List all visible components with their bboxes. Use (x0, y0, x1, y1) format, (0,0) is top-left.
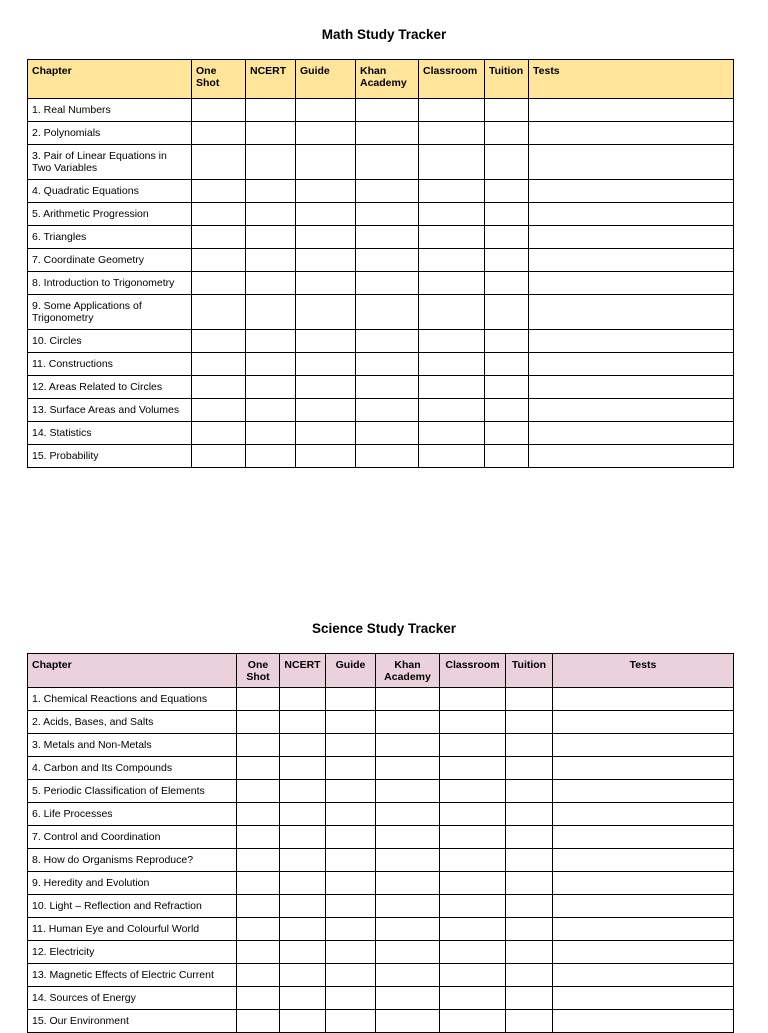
chapter-cell: 11. Human Eye and Colourful World (28, 918, 237, 941)
guide-cell[interactable] (326, 918, 376, 941)
chapter-cell: 2. Polynomials (28, 122, 192, 145)
classroom-cell[interactable] (419, 399, 485, 422)
ncert-cell[interactable] (246, 180, 296, 203)
one-shot-cell[interactable] (237, 757, 280, 780)
chapter-cell: 8. How do Organisms Reproduce? (28, 849, 237, 872)
chapter-cell: 3. Pair of Linear Equations in Two Variables (28, 145, 192, 180)
table-row (28, 180, 734, 203)
guide-cell[interactable] (296, 376, 356, 399)
tests-cell[interactable] (529, 203, 734, 226)
ncert-cell[interactable] (280, 987, 326, 1010)
one-shot-cell[interactable] (237, 872, 280, 895)
ncert-cell[interactable] (280, 734, 326, 757)
tests-cell[interactable] (553, 849, 734, 872)
guide-cell[interactable] (326, 987, 376, 1010)
classroom-cell[interactable] (440, 941, 506, 964)
science-header-row (28, 654, 734, 688)
header-chapter: Chapter (28, 654, 237, 688)
table-row (28, 203, 734, 226)
tuition-cell[interactable] (506, 895, 553, 918)
table-row (28, 711, 734, 734)
tests-cell[interactable] (553, 826, 734, 849)
khan-academy-cell[interactable] (376, 849, 440, 872)
tests-cell[interactable] (553, 803, 734, 826)
chapter-cell: 5. Arithmetic Progression (28, 203, 192, 226)
tests-cell[interactable] (529, 295, 734, 330)
one-shot-cell[interactable] (192, 445, 246, 468)
chapter-cell: 15. Our Environment (28, 1010, 237, 1033)
tuition-cell[interactable] (506, 734, 553, 757)
classroom-cell[interactable] (440, 688, 506, 711)
guide-cell[interactable] (296, 145, 356, 180)
tuition-cell[interactable] (506, 964, 553, 987)
tests-cell[interactable] (553, 711, 734, 734)
one-shot-cell[interactable] (192, 145, 246, 180)
tests-cell[interactable] (529, 99, 734, 122)
tests-cell[interactable] (529, 422, 734, 445)
khan-academy-cell[interactable] (376, 918, 440, 941)
header-guide: Guide (296, 60, 356, 99)
one-shot-cell[interactable] (192, 249, 246, 272)
one-shot-cell[interactable] (192, 376, 246, 399)
math-tracker-title: Math Study Tracker (321, 27, 447, 42)
chapter-cell: 1. Real Numbers (28, 99, 192, 122)
table-row (28, 849, 734, 872)
tuition-cell[interactable] (485, 203, 529, 226)
tests-cell[interactable] (529, 122, 734, 145)
tests-cell[interactable] (553, 941, 734, 964)
table-row (28, 295, 734, 330)
khan-academy-cell[interactable] (356, 99, 419, 122)
chapter-cell: 3. Metals and Non-Metals (28, 734, 237, 757)
classroom-cell[interactable] (419, 226, 485, 249)
one-shot-cell[interactable] (237, 941, 280, 964)
tuition-cell[interactable] (485, 99, 529, 122)
one-shot-cell[interactable] (237, 803, 280, 826)
khan-academy-cell[interactable] (356, 122, 419, 145)
header-tests: Tests (529, 60, 734, 99)
tuition-cell[interactable] (506, 757, 553, 780)
tuition-cell[interactable] (485, 272, 529, 295)
tests-cell[interactable] (553, 964, 734, 987)
ncert-cell[interactable] (280, 688, 326, 711)
tuition-cell[interactable] (506, 872, 553, 895)
ncert-cell[interactable] (246, 353, 296, 376)
chapter-cell: 10. Circles (28, 330, 192, 353)
header-classroom: Classroom (419, 60, 485, 99)
khan-academy-cell[interactable] (376, 757, 440, 780)
header-ncert: NCERT (280, 654, 326, 688)
chapter-cell: 2. Acids, Bases, and Salts (28, 711, 237, 734)
tests-cell[interactable] (529, 399, 734, 422)
header-ncert: NCERT (246, 60, 296, 99)
tuition-cell[interactable] (506, 918, 553, 941)
one-shot-cell[interactable] (192, 295, 246, 330)
tuition-cell[interactable] (485, 422, 529, 445)
header-guide: Guide (326, 654, 376, 688)
khan-academy-cell[interactable] (356, 272, 419, 295)
ncert-cell[interactable] (280, 711, 326, 734)
tuition-cell[interactable] (485, 445, 529, 468)
guide-cell[interactable] (296, 399, 356, 422)
ncert-cell[interactable] (280, 918, 326, 941)
classroom-cell[interactable] (419, 376, 485, 399)
tests-cell[interactable] (529, 376, 734, 399)
one-shot-cell[interactable] (237, 849, 280, 872)
chapter-cell: 4. Carbon and Its Compounds (28, 757, 237, 780)
khan-academy-cell[interactable] (376, 941, 440, 964)
tests-cell[interactable] (553, 895, 734, 918)
one-shot-cell[interactable] (192, 226, 246, 249)
one-shot-cell[interactable] (237, 734, 280, 757)
classroom-cell[interactable] (440, 757, 506, 780)
tests-cell[interactable] (529, 145, 734, 180)
tests-cell[interactable] (529, 180, 734, 203)
guide-cell[interactable] (296, 330, 356, 353)
tuition-cell[interactable] (506, 803, 553, 826)
classroom-cell[interactable] (419, 180, 485, 203)
chapter-cell: 13. Magnetic Effects of Electric Current (28, 964, 237, 987)
guide-cell[interactable] (296, 295, 356, 330)
table-row (28, 272, 734, 295)
science-tracker-title: Science Study Tracker (311, 621, 457, 636)
table-row (28, 826, 734, 849)
table-row (28, 757, 734, 780)
khan-academy-cell[interactable] (376, 688, 440, 711)
table-row (28, 918, 734, 941)
one-shot-cell[interactable] (237, 780, 280, 803)
table-row (28, 399, 734, 422)
tuition-cell[interactable] (506, 987, 553, 1010)
tests-cell[interactable] (553, 688, 734, 711)
one-shot-cell[interactable] (192, 99, 246, 122)
table-row (28, 941, 734, 964)
guide-cell[interactable] (296, 272, 356, 295)
tests-cell[interactable] (553, 987, 734, 1010)
ncert-cell[interactable] (246, 399, 296, 422)
chapter-cell: 4. Quadratic Equations (28, 180, 192, 203)
tuition-cell[interactable] (506, 849, 553, 872)
one-shot-cell[interactable] (237, 918, 280, 941)
khan-academy-cell[interactable] (376, 895, 440, 918)
classroom-cell[interactable] (419, 99, 485, 122)
table-row (28, 330, 734, 353)
table-row (28, 803, 734, 826)
chapter-cell: 14. Sources of Energy (28, 987, 237, 1010)
table-row (28, 964, 734, 987)
ncert-cell[interactable] (280, 964, 326, 987)
classroom-cell[interactable] (440, 987, 506, 1010)
ncert-cell[interactable] (246, 376, 296, 399)
chapter-cell: 9. Some Applications of Trigonometry (28, 295, 192, 330)
chapter-cell: 13. Surface Areas and Volumes (28, 399, 192, 422)
khan-academy-cell[interactable] (356, 145, 419, 180)
tests-cell[interactable] (553, 1010, 734, 1033)
classroom-cell[interactable] (440, 964, 506, 987)
table-row (28, 734, 734, 757)
table-row (28, 987, 734, 1010)
tuition-cell[interactable] (485, 399, 529, 422)
guide-cell[interactable] (296, 203, 356, 226)
one-shot-cell[interactable] (237, 964, 280, 987)
khan-academy-cell[interactable] (356, 376, 419, 399)
ncert-cell[interactable] (280, 849, 326, 872)
tuition-cell[interactable] (485, 353, 529, 376)
tests-cell[interactable] (553, 757, 734, 780)
khan-academy-cell[interactable] (376, 1010, 440, 1033)
table-row (28, 1010, 734, 1033)
tuition-cell[interactable] (506, 780, 553, 803)
ncert-cell[interactable] (246, 422, 296, 445)
guide-cell[interactable] (326, 849, 376, 872)
tuition-cell[interactable] (506, 1010, 553, 1033)
tests-cell[interactable] (529, 226, 734, 249)
header-khan-academy: Khan Academy (376, 654, 440, 688)
tuition-cell[interactable] (485, 249, 529, 272)
guide-cell[interactable] (296, 422, 356, 445)
tests-cell[interactable] (529, 353, 734, 376)
classroom-cell[interactable] (419, 249, 485, 272)
one-shot-cell[interactable] (192, 399, 246, 422)
khan-academy-cell[interactable] (356, 226, 419, 249)
guide-cell[interactable] (326, 872, 376, 895)
chapter-cell: 11. Constructions (28, 353, 192, 376)
chapter-cell: 8. Introduction to Trigonometry (28, 272, 192, 295)
classroom-cell[interactable] (440, 826, 506, 849)
khan-academy-cell[interactable] (376, 964, 440, 987)
classroom-cell[interactable] (419, 353, 485, 376)
ncert-cell[interactable] (280, 826, 326, 849)
khan-academy-cell[interactable] (376, 734, 440, 757)
table-row (28, 895, 734, 918)
khan-academy-cell[interactable] (356, 399, 419, 422)
chapter-cell: 14. Statistics (28, 422, 192, 445)
classroom-cell[interactable] (440, 734, 506, 757)
tests-cell[interactable] (553, 780, 734, 803)
tests-cell[interactable] (553, 918, 734, 941)
tuition-cell[interactable] (506, 941, 553, 964)
ncert-cell[interactable] (246, 122, 296, 145)
table-row (28, 780, 734, 803)
one-shot-cell[interactable] (237, 987, 280, 1010)
ncert-cell[interactable] (246, 295, 296, 330)
table-row (28, 226, 734, 249)
guide-cell[interactable] (326, 895, 376, 918)
khan-academy-cell[interactable] (356, 422, 419, 445)
math-tracker-table (27, 59, 734, 468)
table-row (28, 422, 734, 445)
header-one-shot: One Shot (192, 60, 246, 99)
classroom-cell[interactable] (419, 272, 485, 295)
one-shot-cell[interactable] (237, 1010, 280, 1033)
tuition-cell[interactable] (485, 330, 529, 353)
guide-cell[interactable] (296, 180, 356, 203)
tuition-cell[interactable] (485, 145, 529, 180)
classroom-cell[interactable] (419, 203, 485, 226)
khan-academy-cell[interactable] (376, 872, 440, 895)
classroom-cell[interactable] (440, 849, 506, 872)
chapter-cell: 9. Heredity and Evolution (28, 872, 237, 895)
table-row (28, 376, 734, 399)
chapter-cell: 15. Probability (28, 445, 192, 468)
chapter-cell: 7. Control and Coordination (28, 826, 237, 849)
tests-cell[interactable] (529, 445, 734, 468)
guide-cell[interactable] (326, 803, 376, 826)
chapter-cell: 6. Triangles (28, 226, 192, 249)
chapter-cell: 1. Chemical Reactions and Equations (28, 688, 237, 711)
khan-academy-cell[interactable] (356, 203, 419, 226)
classroom-cell[interactable] (440, 895, 506, 918)
guide-cell[interactable] (326, 964, 376, 987)
khan-academy-cell[interactable] (356, 295, 419, 330)
one-shot-cell[interactable] (192, 422, 246, 445)
classroom-cell[interactable] (440, 872, 506, 895)
one-shot-cell[interactable] (192, 203, 246, 226)
khan-academy-cell[interactable] (376, 826, 440, 849)
guide-cell[interactable] (326, 734, 376, 757)
khan-academy-cell[interactable] (356, 353, 419, 376)
ncert-cell[interactable] (280, 895, 326, 918)
classroom-cell[interactable] (440, 803, 506, 826)
table-row (28, 353, 734, 376)
tuition-cell[interactable] (485, 122, 529, 145)
tuition-cell[interactable] (485, 180, 529, 203)
guide-cell[interactable] (296, 353, 356, 376)
classroom-cell[interactable] (419, 445, 485, 468)
one-shot-cell[interactable] (192, 330, 246, 353)
classroom-cell[interactable] (419, 330, 485, 353)
one-shot-cell[interactable] (237, 688, 280, 711)
tuition-cell[interactable] (485, 376, 529, 399)
khan-academy-cell[interactable] (356, 249, 419, 272)
khan-academy-cell[interactable] (376, 711, 440, 734)
guide-cell[interactable] (326, 757, 376, 780)
table-row (28, 445, 734, 468)
header-tuition: Tuition (506, 654, 553, 688)
khan-academy-cell[interactable] (356, 180, 419, 203)
chapter-cell: 7. Coordinate Geometry (28, 249, 192, 272)
header-tests: Tests (553, 654, 734, 688)
ncert-cell[interactable] (280, 780, 326, 803)
ncert-cell[interactable] (246, 145, 296, 180)
guide-cell[interactable] (326, 780, 376, 803)
ncert-cell[interactable] (280, 872, 326, 895)
guide-cell[interactable] (326, 688, 376, 711)
one-shot-cell[interactable] (237, 711, 280, 734)
tests-cell[interactable] (529, 249, 734, 272)
ncert-cell[interactable] (280, 803, 326, 826)
header-khan-academy: Khan Academy (356, 60, 419, 99)
table-row (28, 99, 734, 122)
khan-academy-cell[interactable] (376, 803, 440, 826)
guide-cell[interactable] (326, 941, 376, 964)
classroom-cell[interactable] (440, 1010, 506, 1033)
tests-cell[interactable] (529, 330, 734, 353)
tuition-cell[interactable] (485, 295, 529, 330)
ncert-cell[interactable] (246, 272, 296, 295)
header-chapter: Chapter (28, 60, 192, 99)
one-shot-cell[interactable] (192, 353, 246, 376)
guide-cell[interactable] (296, 445, 356, 468)
ncert-cell[interactable] (246, 226, 296, 249)
khan-academy-cell[interactable] (356, 445, 419, 468)
table-row (28, 249, 734, 272)
guide-cell[interactable] (326, 1010, 376, 1033)
chapter-cell: 10. Light – Reflection and Refraction (28, 895, 237, 918)
header-one-shot: One Shot (237, 654, 280, 688)
chapter-cell: 6. Life Processes (28, 803, 237, 826)
guide-cell[interactable] (296, 226, 356, 249)
science-tracker-table (27, 653, 734, 1033)
table-row (28, 122, 734, 145)
ncert-cell[interactable] (280, 941, 326, 964)
table-row (28, 688, 734, 711)
chapter-cell: 5. Periodic Classification of Elements (28, 780, 237, 803)
classroom-cell[interactable] (419, 422, 485, 445)
khan-academy-cell[interactable] (376, 987, 440, 1010)
ncert-cell[interactable] (246, 249, 296, 272)
one-shot-cell[interactable] (237, 826, 280, 849)
guide-cell[interactable] (326, 711, 376, 734)
header-tuition: Tuition (485, 60, 529, 99)
khan-academy-cell[interactable] (356, 330, 419, 353)
tests-cell[interactable] (553, 734, 734, 757)
table-row (28, 145, 734, 180)
ncert-cell[interactable] (246, 203, 296, 226)
guide-cell[interactable] (326, 826, 376, 849)
math-header-row (28, 60, 734, 99)
classroom-cell[interactable] (440, 711, 506, 734)
one-shot-cell[interactable] (237, 895, 280, 918)
tuition-cell[interactable] (506, 711, 553, 734)
khan-academy-cell[interactable] (376, 780, 440, 803)
ncert-cell[interactable] (246, 99, 296, 122)
one-shot-cell[interactable] (192, 122, 246, 145)
classroom-cell[interactable] (419, 295, 485, 330)
ncert-cell[interactable] (280, 1010, 326, 1033)
tests-cell[interactable] (553, 872, 734, 895)
guide-cell[interactable] (296, 99, 356, 122)
one-shot-cell[interactable] (192, 272, 246, 295)
ncert-cell[interactable] (280, 757, 326, 780)
tuition-cell[interactable] (506, 688, 553, 711)
chapter-cell: 12. Electricity (28, 941, 237, 964)
ncert-cell[interactable] (246, 445, 296, 468)
guide-cell[interactable] (296, 122, 356, 145)
classroom-cell[interactable] (440, 918, 506, 941)
classroom-cell[interactable] (419, 122, 485, 145)
one-shot-cell[interactable] (192, 180, 246, 203)
table-row (28, 872, 734, 895)
header-classroom: Classroom (440, 654, 506, 688)
guide-cell[interactable] (296, 249, 356, 272)
tests-cell[interactable] (529, 272, 734, 295)
ncert-cell[interactable] (246, 330, 296, 353)
classroom-cell[interactable] (419, 145, 485, 180)
classroom-cell[interactable] (440, 780, 506, 803)
tuition-cell[interactable] (485, 226, 529, 249)
tuition-cell[interactable] (506, 826, 553, 849)
chapter-cell: 12. Areas Related to Circles (28, 376, 192, 399)
